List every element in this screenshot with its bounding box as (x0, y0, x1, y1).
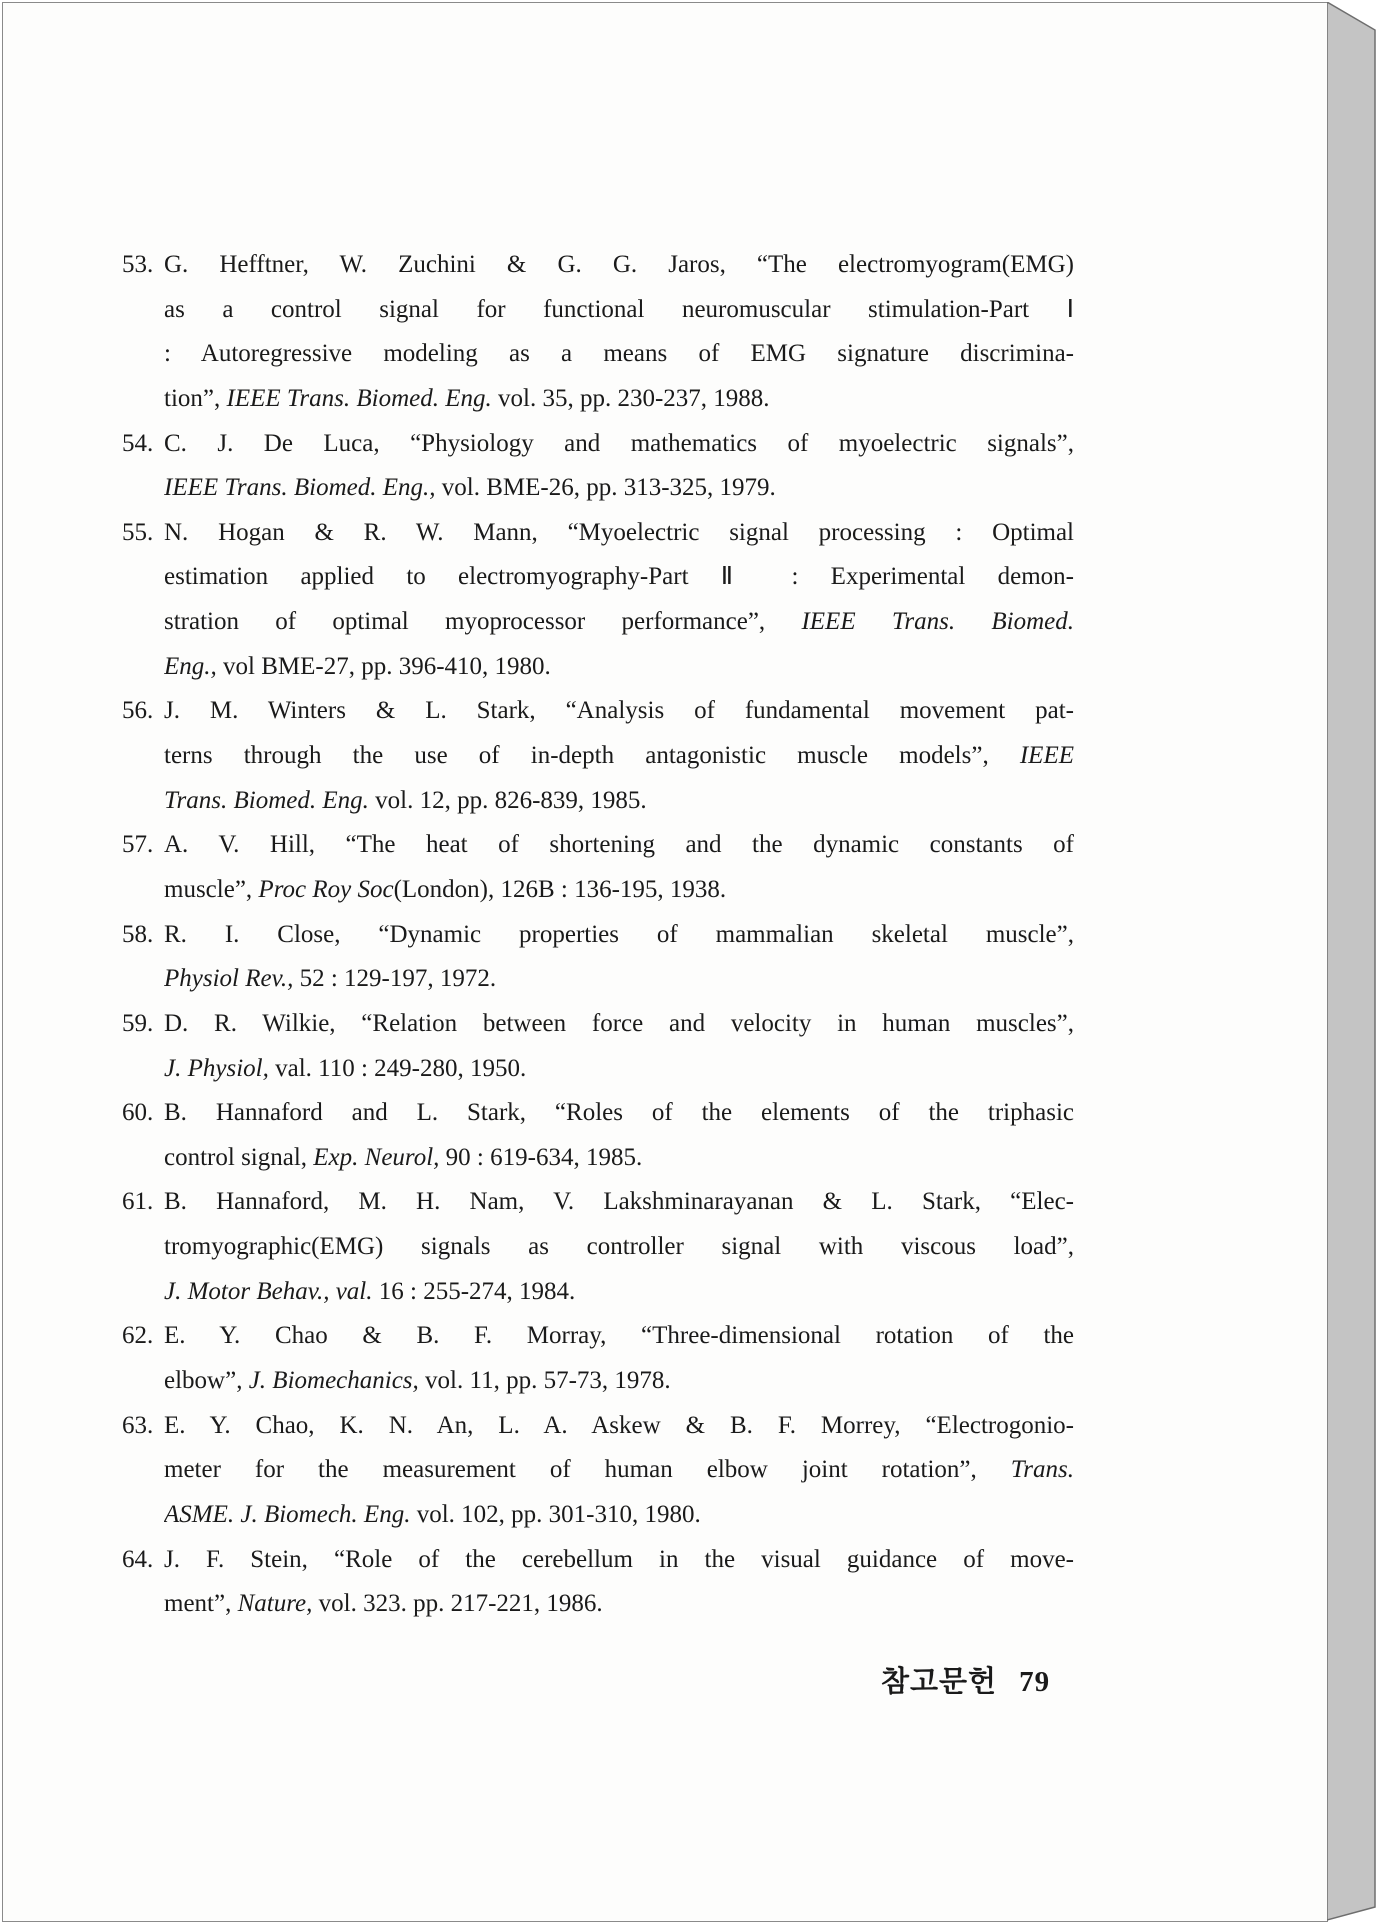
journal-name: IEEE Trans. Biomed. Eng., (164, 474, 436, 502)
reference-text (164, 1136, 1074, 1181)
reference-line (122, 1538, 1074, 1583)
reference-line (122, 1359, 1074, 1404)
reference-text (164, 1448, 1074, 1493)
reference-segment: vol. 12, pp. 826-839, 1985. (368, 786, 647, 814)
document-page (2, 2, 1328, 1922)
reference-segment: control signal, (164, 1143, 314, 1171)
reference-line (122, 957, 1074, 1002)
reference-segment: tion”, (164, 384, 227, 412)
journal-name: Nature, (237, 1590, 313, 1618)
reference-line (122, 1180, 1074, 1225)
reference-segment: (London), 126B : 136-195, 1938. (393, 875, 727, 903)
reference-text (164, 332, 1074, 377)
reference-segment: ment”, (164, 1590, 238, 1618)
reference-line (122, 466, 1074, 511)
reference-number: 62. (122, 1322, 154, 1350)
reference-segment: vol. 323. pp. 217-221, 1986. (312, 1590, 603, 1618)
reference-text (164, 1047, 1074, 1092)
reference-line (122, 1314, 1074, 1359)
journal-name: J. Motor Behav., val. (164, 1277, 373, 1305)
reference-segment: vol BME-27, pp. 396-410, 1980. (216, 652, 551, 680)
reference-segment: terns through the use of in-depth antagonistic muscle models”, (164, 742, 1020, 770)
reference-text (164, 1180, 1074, 1225)
reference-text (164, 422, 1074, 467)
reference-number: 55. (122, 518, 154, 546)
reference-text (164, 555, 1074, 600)
journal-name: J. Biomechanics, (248, 1367, 419, 1395)
reference-text (164, 466, 1074, 511)
reference-segment: val. 110 : 249-280, 1950. (268, 1054, 527, 1082)
reference-segment: 52 : 129-197, 1972. (293, 965, 497, 993)
reference-text (164, 243, 1074, 288)
reference-text (164, 511, 1074, 556)
reference-line (122, 645, 1074, 690)
reference-segment: 90 : 619-634, 1985. (439, 1143, 643, 1171)
reference-segment: B. Hannaford and L. Stark, “Roles of the elements of the triphasic (164, 1099, 1074, 1127)
reference-segment: muscle”, (164, 875, 259, 903)
reference-line (122, 377, 1074, 422)
reference-number: 53. (122, 251, 154, 278)
reference-list (122, 243, 1074, 1627)
reference-line (122, 913, 1074, 958)
reference-line (122, 1270, 1074, 1315)
reference-text (164, 1314, 1074, 1359)
reference-line (122, 1002, 1074, 1047)
reference-number: 56. (122, 697, 154, 725)
reference-segment: vol. BME-26, pp. 313-325, 1979. (435, 474, 776, 502)
reference-text (164, 1404, 1074, 1449)
reference-text (164, 1270, 1074, 1315)
reference-text (164, 868, 1074, 913)
reference-text (164, 913, 1074, 958)
reference-number: 60. (122, 1099, 154, 1127)
reference-line (122, 734, 1074, 779)
reference-number: 64. (122, 1545, 154, 1573)
reference-line (122, 600, 1074, 645)
reference-text (164, 645, 1074, 690)
reference-segment: D. R. Wilkie, “Relation between force and velocity in human muscles”, (164, 1009, 1074, 1037)
reference-text (164, 1538, 1074, 1583)
reference-line (122, 1582, 1074, 1627)
reference-line (122, 1493, 1074, 1538)
reference-segment: 16 : 255-274, 1984. (372, 1277, 576, 1305)
reference-segment: R. I. Close, “Dynamic properties of mammalian skeletal muscle”, (164, 920, 1074, 948)
reference-text (164, 957, 1074, 1002)
reference-text (164, 1091, 1074, 1136)
reference-line (122, 689, 1074, 734)
reference-text (164, 734, 1074, 779)
reference-text (164, 600, 1074, 645)
reference-line (122, 1091, 1074, 1136)
reference-segment: vol. 11, pp. 57-73, 1978. (418, 1367, 671, 1395)
reference-line (122, 332, 1074, 377)
reference-line (122, 243, 1074, 288)
reference-text (164, 1493, 1074, 1538)
reference-text (164, 779, 1074, 824)
reference-text (164, 1225, 1074, 1270)
reference-number: 59. (122, 1009, 154, 1037)
reference-number: 61. (122, 1188, 154, 1216)
reference-line (122, 1225, 1074, 1270)
reference-segment: vol. 35, pp. 230-237, 1988. (491, 384, 770, 412)
reference-segment: J. M. Winters & L. Stark, “Analysis of fundamental movement pat- (164, 697, 1074, 725)
reference-segment: E. Y. Chao & B. F. Morray, “Three-dimensional rotation of the (164, 1322, 1074, 1350)
reference-number: 63. (122, 1411, 154, 1439)
reference-segment: meter for the measurement of human elbow joint rotation”, (164, 1456, 1011, 1484)
journal-name: Proc Roy Soc (258, 875, 394, 903)
reference-segment: C. J. De Luca, “Physiology and mathematics of myoelectric signals”, (164, 429, 1074, 457)
journal-name: Eng., (164, 652, 217, 680)
reference-text (164, 377, 1074, 422)
journal-name: IEEE Trans. Biomed. Eng. (226, 384, 492, 412)
journal-name: Physiol Rev., (164, 965, 294, 993)
reference-number: 57. (122, 831, 154, 859)
reference-line (122, 1047, 1074, 1092)
reference-line (122, 1448, 1074, 1493)
reference-segment: as a control signal for functional neuromuscular stimulation-Part Ⅰ (164, 295, 1074, 323)
reference-line (122, 1136, 1074, 1181)
reference-segment: B. Hannaford, M. H. Nam, V. Lakshminarayanan & L. Stark, “Elec- (164, 1188, 1074, 1216)
journal-name: Trans. Biomed. Eng. (164, 786, 369, 814)
journal-name: Trans. (1010, 1456, 1074, 1484)
reference-text (164, 1359, 1074, 1404)
reference-segment: G. Hefftner, W. Zuchini & G. G. Jaros, “The electromyogram(EMG) (164, 251, 1074, 278)
reference-segment: E. Y. Chao, K. N. An, L. A. Askew & B. F. Morrey, “Electrogonio- (164, 1411, 1074, 1439)
journal-name: IEEE Trans. Biomed. (801, 608, 1074, 636)
journal-name: Exp. Neurol, (313, 1143, 440, 1171)
reference-number: 58. (122, 920, 154, 948)
reference-text (164, 823, 1074, 868)
page-edge-shadow (1327, 2, 1377, 1922)
journal-name: J. Physiol, (164, 1054, 269, 1082)
reference-line (122, 422, 1074, 467)
page-footer (881, 1659, 1050, 1700)
reference-text (164, 288, 1074, 333)
reference-line (122, 555, 1074, 600)
reference-line (122, 868, 1074, 913)
reference-segment: tromyographic(EMG) signals as controller signal with viscous load”, (164, 1233, 1074, 1261)
reference-segment: elbow”, (164, 1367, 249, 1395)
journal-name: IEEE (1019, 742, 1074, 770)
reference-segment: A. V. Hill, “The heat of shortening and the dynamic constants of (164, 831, 1074, 859)
section-title: 참고문헌 (881, 1666, 998, 1698)
reference-text (164, 689, 1074, 734)
reference-line (122, 288, 1074, 333)
reference-segment: estimation applied to electromyography-Part Ⅱ : Experimental demon- (164, 563, 1074, 591)
reference-segment: stration of optimal myoprocessor performance”, (164, 608, 802, 636)
reference-line (122, 779, 1074, 824)
reference-segment: : Autoregressive modeling as a means of EMG signature discrimina- (164, 340, 1074, 368)
reference-segment: vol. 102, pp. 301-310, 1980. (410, 1500, 701, 1528)
reference-segment: J. F. Stein, “Role of the cerebellum in the visual guidance of move- (164, 1545, 1074, 1573)
reference-text (164, 1002, 1074, 1047)
reference-number: 54. (122, 429, 154, 457)
reference-line (122, 823, 1074, 868)
journal-name: ASME. J. Biomech. Eng. (164, 1500, 411, 1528)
reference-text (164, 1582, 1074, 1627)
reference-line (122, 511, 1074, 556)
reference-line (122, 1404, 1074, 1449)
page-number: 79 (1019, 1666, 1051, 1698)
reference-segment: N. Hogan & R. W. Mann, “Myoelectric signal processing : Optimal (164, 518, 1074, 546)
